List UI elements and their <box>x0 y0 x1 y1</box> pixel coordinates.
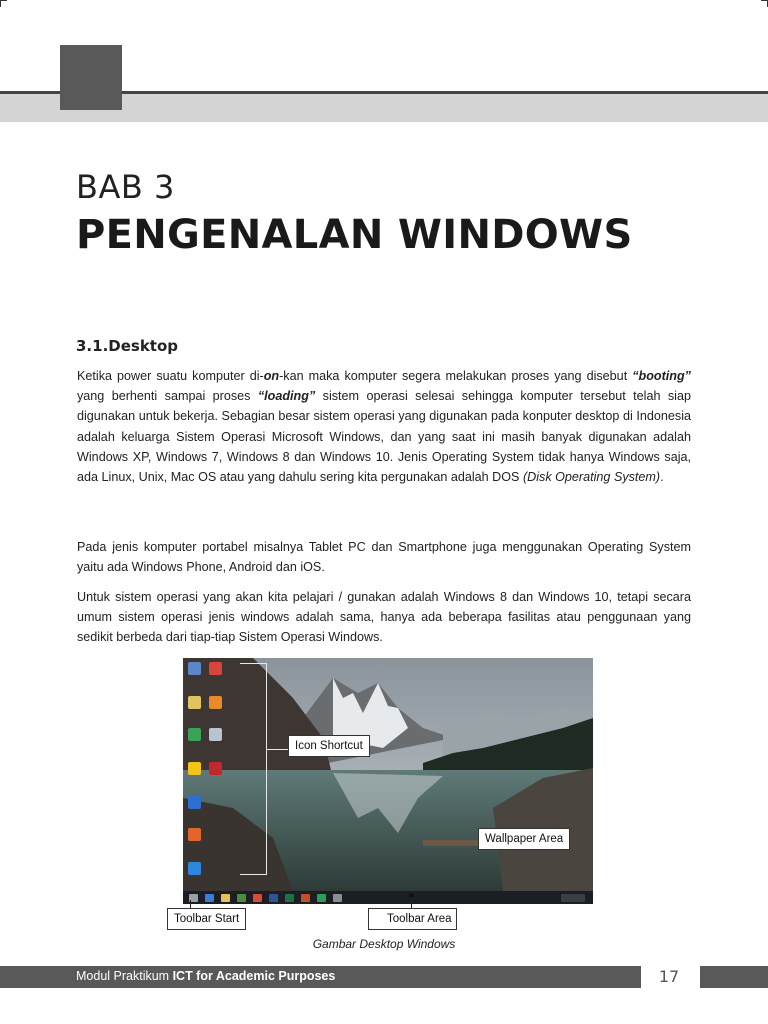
p1-text-1: Ketika power suatu komputer di- <box>77 369 264 383</box>
clock-icon[interactable] <box>561 894 585 902</box>
folder-icon[interactable] <box>188 696 201 709</box>
crop-mark-top-left <box>0 0 7 7</box>
app-icon[interactable] <box>209 696 222 709</box>
footer-text <box>76 969 335 983</box>
chapter-label: BAB 3 <box>76 168 175 206</box>
chrome-icon[interactable] <box>209 662 222 675</box>
icon-shortcut-callout: Icon Shortcut <box>288 735 370 757</box>
desktop-icon[interactable] <box>188 662 201 675</box>
taskbar[interactable] <box>183 891 593 904</box>
app-icon[interactable] <box>188 728 201 741</box>
taskbar-app-icon[interactable] <box>317 894 326 902</box>
paragraph-1 <box>77 366 691 487</box>
toolbar-start-callout: Toolbar Start <box>167 908 246 930</box>
explorer-icon[interactable] <box>221 894 230 902</box>
paragraph-2: Pada jenis komputer portabel misalnya Tablet PC dan Smartphone juga menggunakan Operating System yaitu ada Windows Phone, Android dan iOS. <box>77 540 691 575</box>
header-square <box>60 45 122 110</box>
recycle-bin-icon[interactable] <box>209 728 222 741</box>
app-icon[interactable] <box>209 762 222 775</box>
word-icon[interactable] <box>269 894 278 902</box>
taskbar-app-icon[interactable] <box>301 894 310 902</box>
p1-text-4: sistem operasi selesai sehingga komputer tersebut telah siap digunakan untuk bekerja. Sebagian besar sistem operasi yang digunakan pada konputer desktop di Indonesia adalah keluarga Sistem Operasi Microsoft Windows, dan yang saat ini masih banyak digunakan adalah Windows XP, Windows 7, Windows 8 dan Windows 10. Jenis Operating System tidak hanya Windows saja, ada Linux, Unix, Mac OS atau yang dahulu sering kita pergunakan adalah DOS <box>77 389 691 485</box>
chrome-icon[interactable] <box>253 894 262 902</box>
paragraph-3: Untuk sistem operasi yang akan kita pelajari / gunakan adalah Windows 8 dan Windows 10, tetapi secara umum sistem operasi jenis windows adalah sama, hanya ada beberapa fasilitas atau penggunaan yang sedikit berbeda dari tiap-tiap Sistem Operasi Windows. <box>77 590 691 645</box>
firefox-icon[interactable] <box>188 828 201 841</box>
wallpaper-area-callout: Wallpaper Area <box>478 828 570 850</box>
icon-callout-line <box>266 749 288 750</box>
p1-emph-booting: “booting” <box>632 369 691 383</box>
p1-emph-on: on <box>263 369 280 383</box>
excel-icon[interactable] <box>285 894 294 902</box>
toolbar-area-callout: Toolbar Area <box>368 908 457 930</box>
footer-title: ICT for Academic Purposes <box>172 969 336 983</box>
icon-bracket <box>240 663 267 875</box>
app-icon[interactable] <box>188 762 201 775</box>
page-number: 17 <box>658 967 680 986</box>
footer-end-bar <box>700 966 768 988</box>
p1-italic-dos: (Disk Operating System) <box>522 470 661 485</box>
figure-caption: Gambar Desktop Windows <box>312 937 456 951</box>
p1-emph-loading: “loading” <box>257 389 316 404</box>
chapter-title: PENGENALAN WINDOWS <box>76 212 633 258</box>
p1-text-2: -kan maka komputer segera melakukan proses yang disebut <box>279 369 633 383</box>
ie-icon[interactable] <box>205 894 214 902</box>
app-icon[interactable] <box>188 796 201 809</box>
p1-text-3: yang berhenti sampai proses <box>77 389 258 404</box>
crop-mark-top-right <box>761 0 768 7</box>
taskbar-app-icon[interactable] <box>237 894 246 902</box>
section-title: 3.1.Desktop <box>76 337 179 355</box>
p1-text-5: . <box>660 470 664 485</box>
taskbar-app-icon[interactable] <box>333 894 342 902</box>
footer-prefix: Modul Praktikum <box>76 969 173 983</box>
app-icon[interactable] <box>188 862 201 875</box>
